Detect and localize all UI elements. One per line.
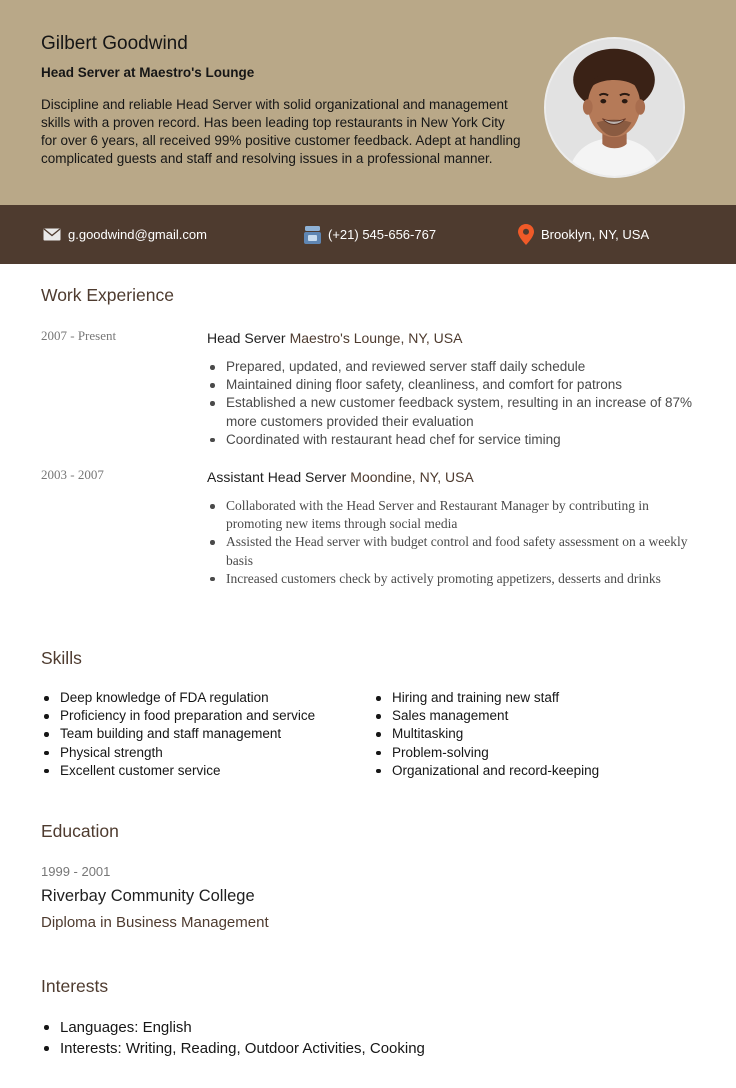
profile-photo bbox=[544, 37, 685, 178]
skills-heading: Skills bbox=[41, 648, 82, 668]
list-item: Languages: English bbox=[41, 1017, 701, 1038]
list-item: Deep knowledge of FDA regulation bbox=[41, 689, 361, 707]
education-heading: Education bbox=[41, 821, 119, 841]
list-item: Physical strength bbox=[41, 744, 361, 762]
list-item: Team building and staff management bbox=[41, 725, 361, 743]
location-text: Brooklyn, NY, USA bbox=[541, 227, 650, 242]
job-title: Head Server at Maestro's Lounge bbox=[41, 65, 255, 80]
contact-phone[interactable] bbox=[304, 205, 436, 264]
education-degree: Diploma in Business Management bbox=[41, 914, 269, 931]
list-item: Hiring and training new staff bbox=[373, 689, 693, 707]
list-item: Assisted the Head server with budget control and food safety assessment on a weekly basis bbox=[207, 533, 697, 569]
job-1-dates: 2007 - Present bbox=[41, 328, 117, 343]
interests-heading: Interests bbox=[41, 976, 109, 996]
phone-icon bbox=[304, 226, 321, 244]
skills-left-list bbox=[41, 689, 361, 780]
job-1-title bbox=[207, 330, 462, 346]
job-2-company: Moondine, NY, USA bbox=[350, 469, 474, 485]
contact-location[interactable] bbox=[518, 205, 649, 264]
list-item: Coordinated with restaurant head chef for service timing bbox=[207, 431, 697, 449]
interests-list bbox=[41, 1017, 701, 1059]
list-item: Sales management bbox=[373, 707, 693, 725]
map-pin-icon bbox=[518, 224, 534, 245]
list-item: Interests: Writing, Reading, Outdoor Activities, Cooking bbox=[41, 1038, 701, 1059]
skills-right-list bbox=[373, 689, 693, 780]
work-experience-heading: Work Experience bbox=[41, 285, 174, 305]
job-2-role: Assistant Head Server bbox=[207, 469, 347, 485]
list-item: Organizational and record-keeping bbox=[373, 762, 693, 780]
list-item: Increased customers check by actively promoting appetizers, desserts and drinks bbox=[207, 570, 697, 588]
contact-email[interactable] bbox=[43, 205, 207, 264]
list-item: Excellent customer service bbox=[41, 762, 361, 780]
list-item: Proficiency in food preparation and service bbox=[41, 707, 361, 725]
phone-text: (+21) 545-656-767 bbox=[328, 227, 437, 242]
list-item: Multitasking bbox=[373, 725, 693, 743]
envelope-icon bbox=[43, 228, 61, 241]
education-dates: 1999 - 2001 bbox=[41, 864, 111, 879]
job-2-title bbox=[207, 469, 474, 485]
list-item: Collaborated with the Head Server and Restaurant Manager by contributing in promoting new items through social media bbox=[207, 497, 697, 533]
email-text: g.goodwind@gmail.com bbox=[68, 227, 207, 242]
job-1-role: Head Server bbox=[207, 330, 286, 346]
education-school: Riverbay Community College bbox=[41, 887, 255, 905]
list-item: Established a new customer feedback system, resulting in an increase of 87% more customers provided their evaluation bbox=[207, 394, 697, 430]
list-item: Prepared, updated, and reviewed server staff daily schedule bbox=[207, 358, 697, 376]
list-item: Maintained dining floor safety, cleanliness, and comfort for patrons bbox=[207, 376, 697, 394]
job-1-bullets bbox=[207, 358, 697, 449]
resume-header bbox=[0, 0, 736, 205]
professional-summary: Discipline and reliable Head Server with solid organizational and management skills with a proven record. Has been leading top restaurants in New York City for over 6 years, all received 99% positive customer feedback. Adept at handling complicated guests and staff and resolving issues in a professional manner. bbox=[41, 97, 521, 166]
candidate-name: Gilbert Goodwind bbox=[41, 33, 188, 54]
contact-bar bbox=[0, 205, 736, 264]
job-2-dates: 2003 - 2007 bbox=[41, 467, 104, 482]
job-1-company: Maestro's Lounge, NY, USA bbox=[289, 330, 463, 346]
job-2-bullets bbox=[207, 497, 697, 588]
list-item: Problem-solving bbox=[373, 744, 693, 762]
